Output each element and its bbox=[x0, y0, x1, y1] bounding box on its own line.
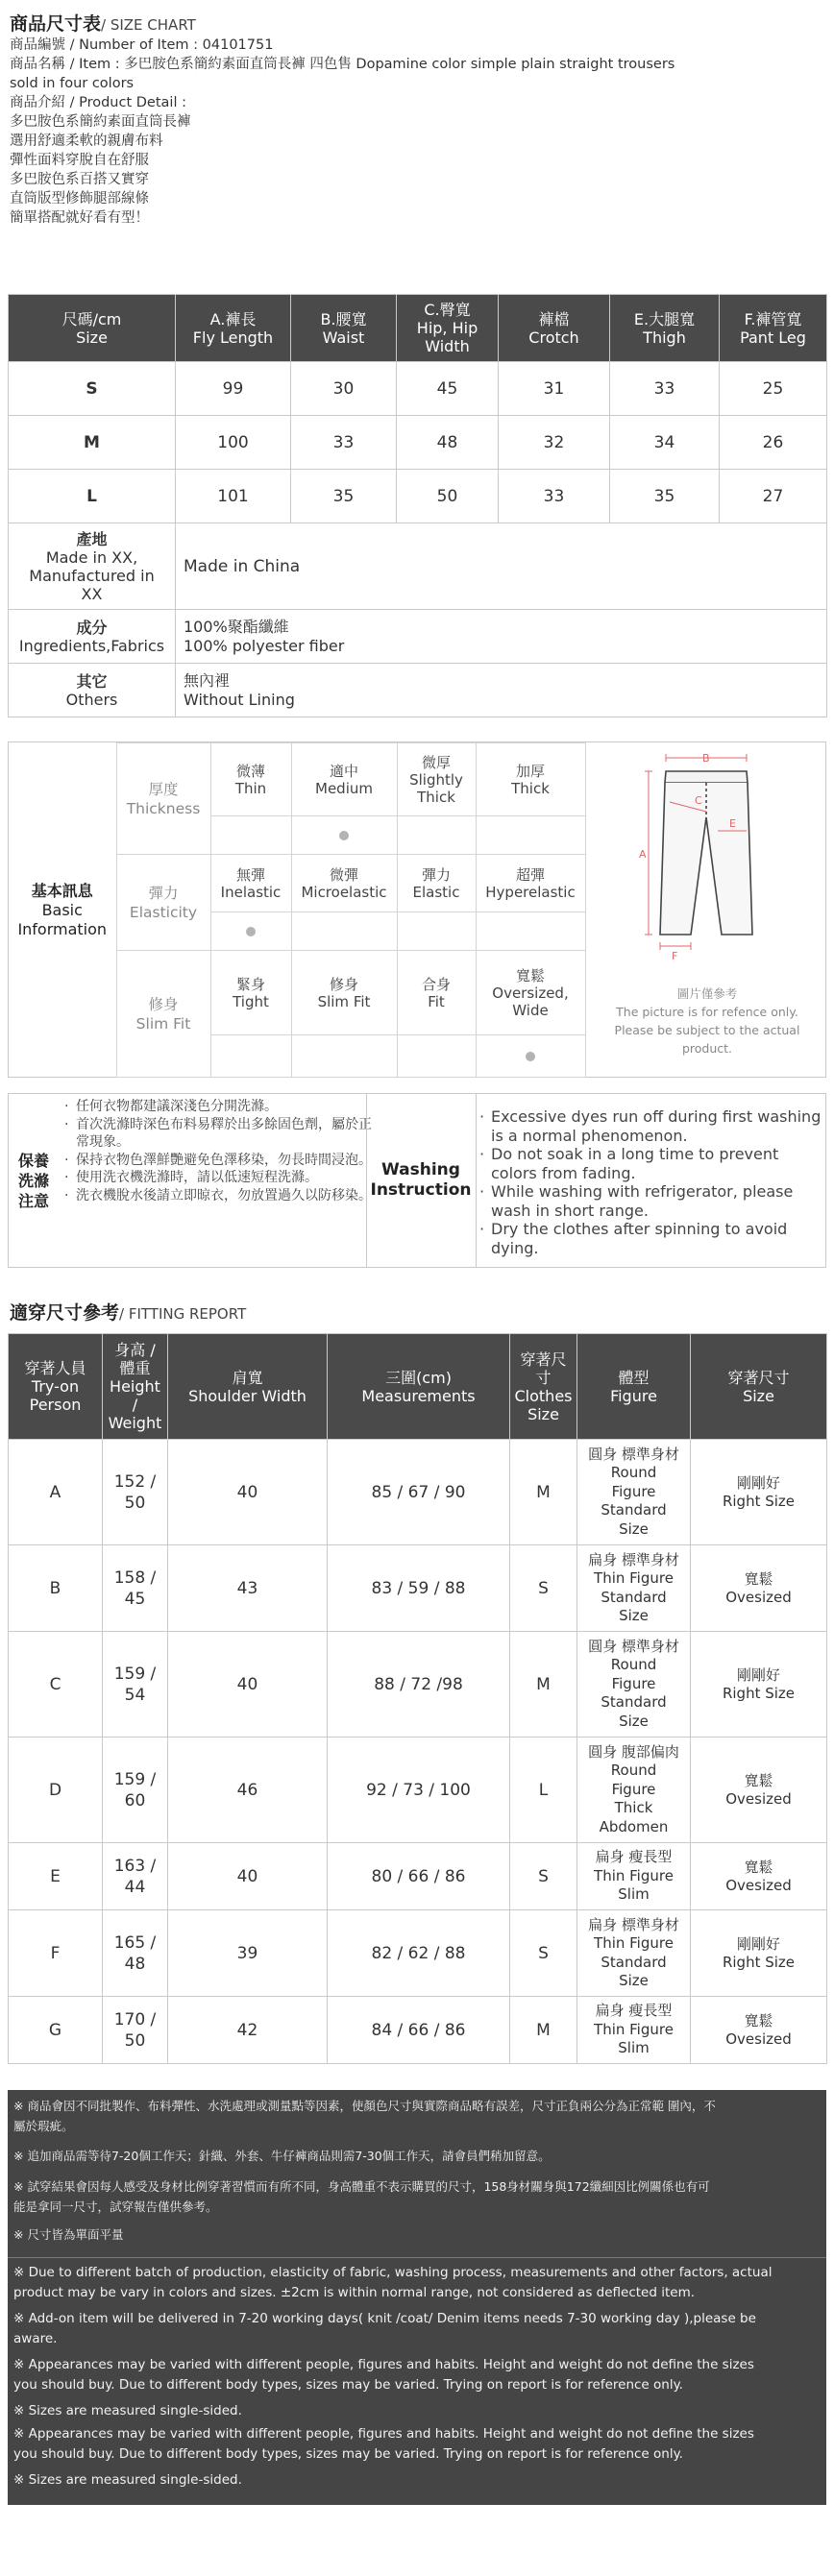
washing-label-en: Washing Instruction bbox=[370, 1160, 472, 1200]
value-cell: 45 bbox=[397, 362, 499, 416]
diagram-label-b: B bbox=[702, 752, 710, 765]
value-cell: 99 bbox=[176, 362, 291, 416]
selected-dot-icon bbox=[339, 831, 349, 840]
trousers-illustration bbox=[589, 742, 825, 983]
table-row bbox=[9, 1545, 827, 1632]
result-cell: 寬鬆 Ovesized bbox=[691, 1843, 827, 1910]
detail-line: 選用舒適柔軟的親膚布料 bbox=[10, 134, 163, 149]
height-weight-cell: 159 / 54 bbox=[103, 1632, 168, 1738]
thickness-slot bbox=[291, 816, 397, 855]
shoulder-cell: 39 bbox=[168, 1910, 328, 1997]
origin-value: Made in China bbox=[176, 523, 827, 610]
detail-line: 多巴胺色系簡約素面直筒長褲 bbox=[10, 114, 191, 130]
elasticity-slot bbox=[210, 912, 291, 951]
fabric-row bbox=[9, 610, 827, 664]
elasticity-slot bbox=[291, 912, 397, 951]
value-cell: 34 bbox=[610, 416, 720, 470]
table-row bbox=[9, 1738, 827, 1843]
clothes-size-cell: L bbox=[510, 1738, 577, 1843]
shoulder-cell: 40 bbox=[168, 1632, 328, 1738]
fit-option: 修身 Slim Fit bbox=[291, 951, 397, 1035]
height-weight-cell: 163 / 44 bbox=[103, 1843, 168, 1910]
header-thigh: E.大腿寬 Thigh bbox=[610, 295, 720, 362]
table-row bbox=[9, 1997, 827, 2064]
header-result-size: 穿著尺寸 Size bbox=[691, 1334, 827, 1440]
value-cell: 50 bbox=[397, 470, 499, 523]
thickness-option: 適中 Medium bbox=[291, 743, 397, 816]
note-zh: ※ 尺寸皆為單面平量 bbox=[13, 2227, 124, 2242]
value-cell: 32 bbox=[499, 416, 610, 470]
washing-item: · Do not soak in a long time to prevent colors from fading. bbox=[479, 1145, 822, 1182]
note-zh: ※ 試穿結果會因每人感受及身材比例穿著習慣而有所不同，身高體重不表示購買的尺寸，158身材關身與172纖細因比例關係也有可 能是拿同一尺寸，試穿報告僅供參考。 bbox=[13, 2179, 710, 2214]
diagram-label-f: F bbox=[672, 950, 678, 962]
basic-info-section bbox=[8, 741, 826, 1078]
diagram-label-a: A bbox=[639, 848, 647, 861]
fit-label: 修身 Slim Fit bbox=[116, 951, 210, 1078]
diagram-caption-en: Please be subject to the actual bbox=[614, 1023, 800, 1037]
value-cell: 33 bbox=[499, 470, 610, 523]
fit-slot bbox=[210, 1035, 291, 1078]
person-cell: G bbox=[9, 1997, 103, 2064]
value-cell: 48 bbox=[397, 416, 499, 470]
fitting-report-table bbox=[8, 1333, 827, 2064]
trousers-diagram bbox=[589, 742, 825, 1077]
thickness-option: 加厚 Thick bbox=[476, 743, 585, 816]
clothes-size-cell: M bbox=[510, 1997, 577, 2064]
result-cell: 寬鬆 Ovesized bbox=[691, 1545, 827, 1632]
fit-slot bbox=[397, 1035, 476, 1078]
elasticity-label: 彈力 Elasticity bbox=[116, 855, 210, 951]
result-cell: 寬鬆 Ovesized bbox=[691, 1997, 827, 2064]
washing-item: · 首次洗滌時深色布料易釋於出多餘固色劑，屬於正常現象。 bbox=[64, 1116, 372, 1152]
clothes-size-cell: S bbox=[510, 1910, 577, 1997]
washing-item: · 任何衣物都建議深淺色分開洗滌。 bbox=[64, 1098, 372, 1116]
table-row bbox=[9, 1632, 827, 1738]
value-cell: 100 bbox=[176, 416, 291, 470]
washing-item: · While washing with refrigerator, please wash in short range. bbox=[479, 1182, 822, 1220]
shoulder-cell: 40 bbox=[168, 1440, 328, 1545]
washing-label-zh: 保養 洗滌 注意 bbox=[17, 1151, 49, 1210]
diagram-caption-zh: 圖片僅參考 bbox=[676, 986, 738, 1001]
figure-cell: 圓身 腹部偏肉 Round Figure Thick Abdomen bbox=[577, 1738, 691, 1843]
detail-line: 彈性面料穿脫自在舒服 bbox=[10, 153, 149, 168]
header-height-weight: 身高 / 體重 Height / Weight bbox=[103, 1334, 168, 1440]
result-cell: 剛剛好 Right Size bbox=[691, 1440, 827, 1545]
value-cell: 33 bbox=[610, 362, 720, 416]
figure-cell: 扁身 瘦長型 Thin Figure Slim bbox=[577, 1843, 691, 1910]
height-weight-cell: 165 / 48 bbox=[103, 1910, 168, 1997]
size-cell: S bbox=[9, 362, 176, 416]
note-en: ※ Due to different batch of production, elasticity of fabric, washing process, measurements and other factors, actual product may be vary in colors and sizes. ±2cm is within normal range, not considered as deflected item. bbox=[13, 2265, 773, 2300]
thickness-option: 微厚 Slightly Thick bbox=[397, 743, 476, 816]
fit-option: 合身 Fit bbox=[397, 951, 476, 1035]
size-chart-title: 商品尺寸表/ SIZE CHART bbox=[10, 13, 196, 35]
fabric-value: 100%聚酯纖維 100% polyester fiber bbox=[176, 610, 827, 664]
value-cell: 27 bbox=[720, 470, 827, 523]
washing-instruction-section bbox=[8, 1093, 826, 1268]
shoulder-cell: 42 bbox=[168, 1997, 328, 2064]
clothes-size-cell: M bbox=[510, 1440, 577, 1545]
person-cell: C bbox=[9, 1632, 103, 1738]
clothes-size-cell: S bbox=[510, 1545, 577, 1632]
diagram-caption-en: product. bbox=[681, 1041, 733, 1056]
origin-label: 產地 Made in XX, Manufactured in XX bbox=[9, 523, 176, 610]
elasticity-slot bbox=[476, 912, 585, 951]
others-row bbox=[9, 664, 827, 717]
note-en: ※ Appearances may be varied with different people, figures and habits. Height and weight do not define the sizes you should buy. Due to different body types, sizes may be varied. Trying on report is for reference only. bbox=[13, 2357, 754, 2393]
fit-slot bbox=[476, 1035, 585, 1078]
basic-info-title: 基本訊息 Basic Information bbox=[9, 743, 116, 1078]
note-zh: ※ 商品會因不同批製作、布料彈性、水洗處理或測量點等因素，使顏色尺寸與實際商品略有誤差，尺寸正負兩公分為正常範 圍內，不 屬於瑕疵。 bbox=[13, 2099, 716, 2133]
note-en: ※ Appearances may be varied with different people, figures and habits. Height and weight do not define the sizes you should buy. Due to different body types, sizes may be varied. Trying on report is for reference only. bbox=[13, 2426, 754, 2462]
thickness-slot bbox=[476, 816, 585, 855]
thickness-option: 微薄 Thin bbox=[210, 743, 291, 816]
table-row bbox=[9, 362, 827, 416]
fit-slot bbox=[291, 1035, 397, 1078]
detail-lines bbox=[10, 112, 824, 228]
shoulder-cell: 43 bbox=[168, 1545, 328, 1632]
fit-option: 寬鬆 Oversized, Wide bbox=[476, 951, 585, 1035]
person-cell: D bbox=[9, 1738, 103, 1843]
size-cell: M bbox=[9, 416, 176, 470]
size-cell: L bbox=[9, 470, 176, 523]
origin-row bbox=[9, 523, 827, 610]
item-name: 商品名稱 / Item : 多巴胺色系簡約素面直筒長褲 四色售 Dopamine color simple plain straight trousers bbox=[10, 57, 675, 72]
header-hip: C.臀寬 Hip, Hip Width bbox=[397, 295, 499, 362]
fit-option: 緊身 Tight bbox=[210, 951, 291, 1035]
result-cell: 寬鬆 Ovesized bbox=[691, 1738, 827, 1843]
shoulder-cell: 46 bbox=[168, 1738, 328, 1843]
measurements-cell: 84 / 66 / 86 bbox=[328, 1997, 510, 2064]
detail-label: 商品介紹 / Product Detail : bbox=[10, 95, 186, 110]
detail-line: 直筒版型修飾腿部線條 bbox=[10, 191, 149, 207]
detail-line: 多巴胺色系百搭又實穿 bbox=[10, 172, 149, 187]
value-cell: 25 bbox=[720, 362, 827, 416]
item-name-cont: sold in four colors bbox=[10, 76, 135, 91]
measurements-cell: 92 / 73 / 100 bbox=[328, 1738, 510, 1843]
clothes-size-cell: M bbox=[510, 1632, 577, 1738]
header-measurements: 三圍(cm) Measurements bbox=[328, 1334, 510, 1440]
note-en: ※ Add-on item will be delivered in 7-20 working days( knit /coat/ Denim items needs 7-30 working day ),please be aware. bbox=[13, 2311, 756, 2346]
value-cell: 26 bbox=[720, 416, 827, 470]
washing-list-zh bbox=[64, 1098, 372, 1204]
washing-list-en bbox=[479, 1107, 822, 1257]
selected-dot-icon bbox=[526, 1052, 535, 1061]
header-size: 尺碼/cm Size bbox=[9, 295, 176, 362]
product-header bbox=[10, 10, 824, 228]
washing-divider bbox=[476, 1094, 477, 1267]
value-cell: 101 bbox=[176, 470, 291, 523]
figure-cell: 圓身 標準身材 Round Figure Standard Size bbox=[577, 1440, 691, 1545]
value-cell: 30 bbox=[291, 362, 397, 416]
thickness-slot bbox=[210, 816, 291, 855]
table-row bbox=[9, 1843, 827, 1910]
header-pant-leg: F.褲管寬 Pant Leg bbox=[720, 295, 827, 362]
figure-cell: 扁身 標準身材 Thin Figure Standard Size bbox=[577, 1545, 691, 1632]
diagram-label-e: E bbox=[729, 817, 736, 830]
measurements-cell: 88 / 72 /98 bbox=[328, 1632, 510, 1738]
detail-line: 簡單搭配就好看有型！ bbox=[10, 210, 149, 226]
result-cell: 剛剛好 Right Size bbox=[691, 1632, 827, 1738]
header-waist: B.腰寬 Waist bbox=[291, 295, 397, 362]
measurements-cell: 85 / 67 / 90 bbox=[328, 1440, 510, 1545]
table-row bbox=[9, 1440, 827, 1545]
header-fly-length: A.褲長 Fly Length bbox=[176, 295, 291, 362]
value-cell: 35 bbox=[610, 470, 720, 523]
value-cell: 31 bbox=[499, 362, 610, 416]
elasticity-option: 超彈 Hyperelastic bbox=[476, 855, 585, 912]
fitting-header-row bbox=[9, 1334, 827, 1440]
header-shoulder: 肩寬 Shoulder Width bbox=[168, 1334, 328, 1440]
elasticity-option: 彈力 Elastic bbox=[397, 855, 476, 912]
selected-dot-icon bbox=[246, 927, 256, 936]
notes-panel bbox=[8, 2090, 826, 2505]
measurements-cell: 80 / 66 / 86 bbox=[328, 1843, 510, 1910]
value-cell: 35 bbox=[291, 470, 397, 523]
item-number: 商品編號 / Number of Item : 04101751 bbox=[10, 37, 274, 53]
person-cell: E bbox=[9, 1843, 103, 1910]
notes-divider bbox=[8, 2257, 826, 2258]
header-clothes-size: 穿著尺 寸 Clothes Size bbox=[510, 1334, 577, 1440]
washing-item: · 使用洗衣機洗滌時，請以低速短程洗滌。 bbox=[64, 1169, 372, 1187]
elasticity-option: 無彈 Inelastic bbox=[210, 855, 291, 912]
size-table-header-row bbox=[9, 295, 827, 362]
table-row bbox=[9, 470, 827, 523]
header-person: 穿著人員 Try-on Person bbox=[9, 1334, 103, 1440]
elasticity-slot bbox=[397, 912, 476, 951]
elasticity-option: 微彈 Microelastic bbox=[291, 855, 397, 912]
figure-cell: 扁身 標準身材 Thin Figure Standard Size bbox=[577, 1910, 691, 1997]
note-en: ※ Sizes are measured single-sided. bbox=[13, 2403, 242, 2418]
fabric-label: 成分 Ingredients,Fabrics bbox=[9, 610, 176, 664]
height-weight-cell: 152 / 50 bbox=[103, 1440, 168, 1545]
diagram-label-c: C bbox=[695, 794, 702, 807]
figure-cell: 扁身 瘦長型 Thin Figure Slim bbox=[577, 1997, 691, 2064]
height-weight-cell: 159 / 60 bbox=[103, 1738, 168, 1843]
person-cell: F bbox=[9, 1910, 103, 1997]
fitting-report-title: 適穿尺寸參考/ FITTING REPORT bbox=[10, 1302, 247, 1324]
basic-info-table bbox=[9, 742, 586, 1078]
note-en: ※ Sizes are measured single-sided. bbox=[13, 2472, 242, 2488]
note-zh: ※ 追加商品需等待7-20個工作天；針織、外套、牛仔褲商品則需7-30個工作天，請會員們稍加留意。 bbox=[13, 2149, 551, 2163]
header-figure: 體型 Figure bbox=[577, 1334, 691, 1440]
table-row bbox=[9, 1910, 827, 1997]
size-chart-table bbox=[8, 294, 827, 717]
header-crotch: 褲檔 Crotch bbox=[499, 295, 610, 362]
value-cell: 33 bbox=[291, 416, 397, 470]
washing-item: · 保持衣物色澤鮮艷避免色澤移染，勿長時間浸泡。 bbox=[64, 1152, 372, 1170]
washing-item: · Dry the clothes after spinning to avoid dying. bbox=[479, 1220, 822, 1257]
height-weight-cell: 170 / 50 bbox=[103, 1997, 168, 2064]
diagram-caption-en: The picture is for refence only. bbox=[616, 1005, 798, 1019]
others-label: 其它 Others bbox=[9, 664, 176, 717]
result-cell: 剛剛好 Right Size bbox=[691, 1910, 827, 1997]
clothes-size-cell: S bbox=[510, 1843, 577, 1910]
person-cell: B bbox=[9, 1545, 103, 1632]
figure-cell: 圓身 標準身材 Round Figure Standard Size bbox=[577, 1632, 691, 1738]
thickness-label: 厚度 Thickness bbox=[116, 743, 210, 855]
shoulder-cell: 40 bbox=[168, 1843, 328, 1910]
washing-item: · 洗衣機脫水後請立即晾衣，勿放置過久以防移染。 bbox=[64, 1187, 372, 1205]
table-row bbox=[9, 416, 827, 470]
measurements-cell: 82 / 62 / 88 bbox=[328, 1910, 510, 1997]
height-weight-cell: 158 / 45 bbox=[103, 1545, 168, 1632]
washing-item: · Excessive dyes run off during first washing is a normal phenomenon. bbox=[479, 1107, 822, 1145]
person-cell: A bbox=[9, 1440, 103, 1545]
measurements-cell: 83 / 59 / 88 bbox=[328, 1545, 510, 1632]
thickness-slot bbox=[397, 816, 476, 855]
others-value: 無內裡 Without Lining bbox=[176, 664, 827, 717]
